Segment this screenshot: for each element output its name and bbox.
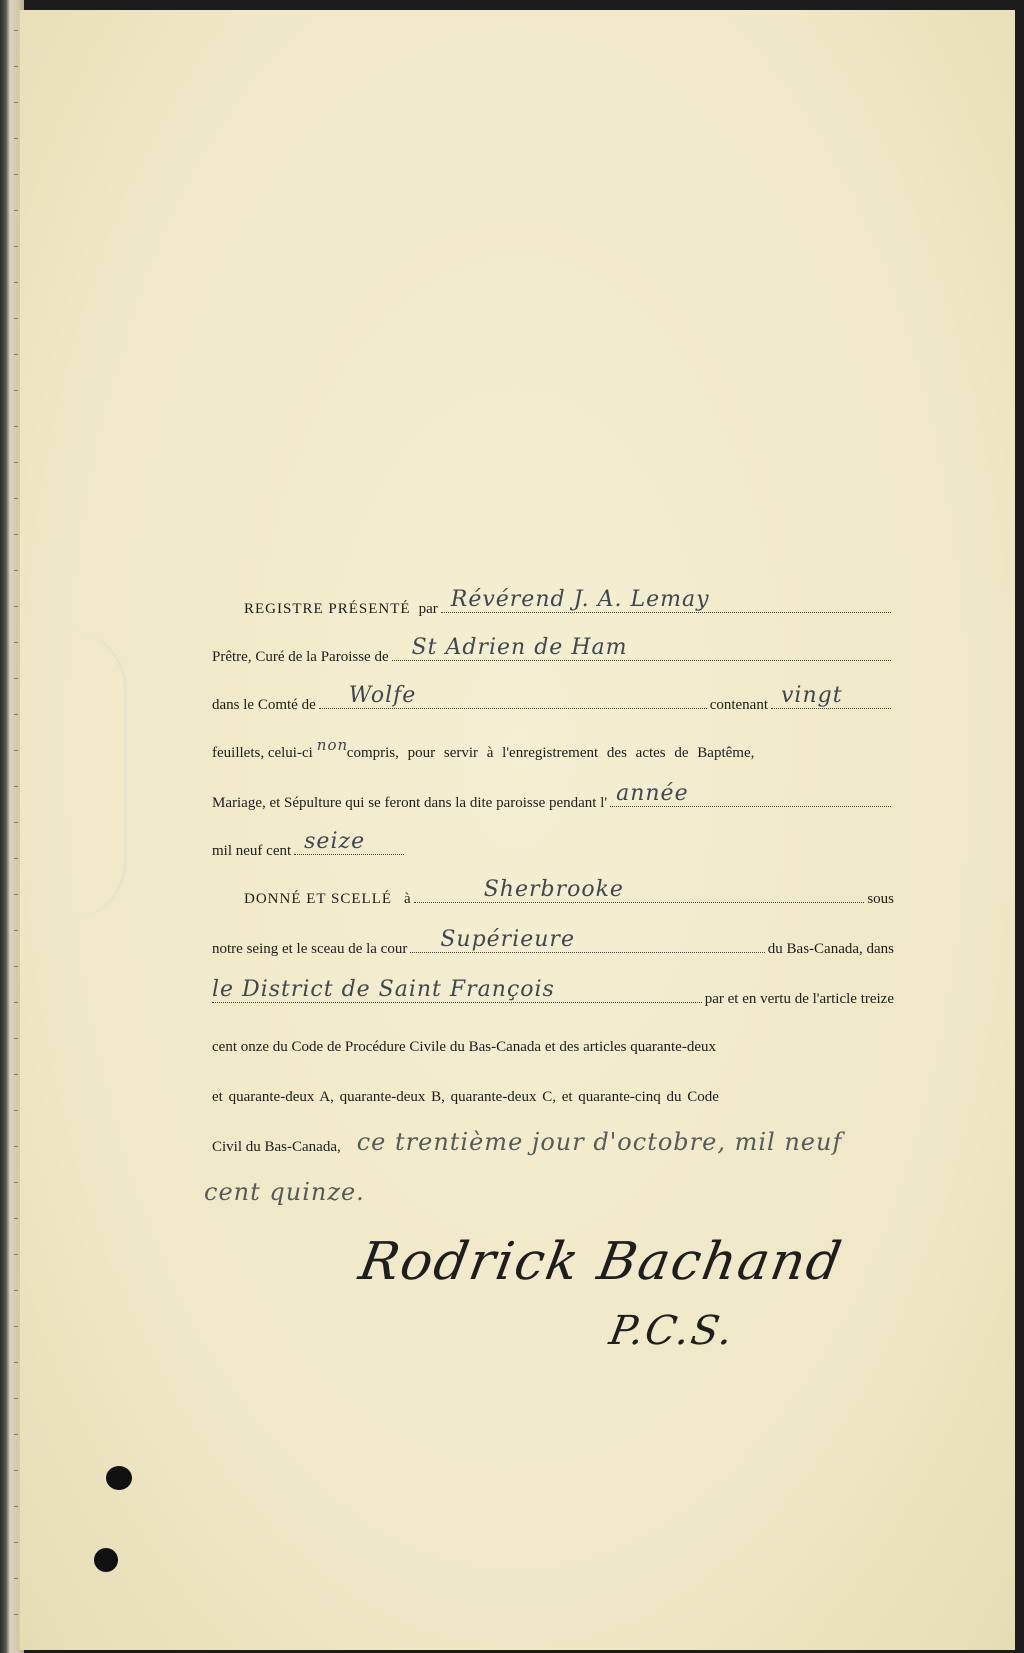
form-text: Civil du Bas-Canada,: [212, 1139, 341, 1155]
fill-line: [392, 635, 891, 661]
handwritten-value: Supérieure: [440, 927, 575, 952]
fill-line: [319, 683, 707, 709]
handwritten-value: Révérend J. A. Lemay: [450, 587, 710, 612]
handwritten-value: St Adrien de Ham: [411, 635, 628, 660]
handwritten-value: non: [316, 736, 349, 754]
form-text: et quarante-deux A, quarante-deux B, quarante-deux C, et quarante-cinq du Code: [212, 1089, 719, 1105]
form-text: notre seing et le sceau de la cour: [212, 941, 408, 957]
form-line-4: [212, 738, 894, 762]
handwritten-value: Sherbrooke: [483, 877, 624, 902]
form-line-5: [212, 781, 894, 812]
fill-line: [294, 829, 404, 855]
form-line-6: [212, 829, 894, 860]
form-line-7: [212, 877, 894, 908]
form-text: par et en vertu de l'article treize: [704, 991, 894, 1007]
fill-line: [212, 977, 702, 1003]
form-label: sous: [867, 891, 894, 907]
binding-string: [34, 630, 127, 920]
form-line-2: [212, 635, 894, 666]
handwritten-value: seize: [304, 829, 366, 854]
form-line-12: [212, 1128, 894, 1156]
form-line-10: [212, 1032, 894, 1056]
form-label: dans le Comté de: [212, 697, 316, 713]
handwritten-value: cent quinze.: [204, 1178, 365, 1206]
form-line-13: [204, 1178, 894, 1206]
form-label: contenant: [709, 697, 768, 713]
form-text: mil neuf cent: [212, 843, 292, 859]
handwritten-value: année: [616, 781, 689, 806]
signature-title: P.C.S.: [605, 1308, 739, 1354]
form-line-8: [212, 927, 894, 958]
form-label: REGISTRE PRÉSENTÉ: [244, 601, 411, 617]
fill-line: [610, 781, 891, 807]
form-line-3: [212, 683, 894, 714]
fill-line: [410, 927, 764, 953]
form-label: DONNÉ ET SCELLÉ: [244, 891, 393, 907]
punch-hole: [94, 1548, 118, 1572]
register-page: [18, 10, 1015, 1650]
form-text: Mariage, et Sépulture qui se feront dans la dite paroisse pendant l': [212, 795, 608, 811]
form-line-1: [212, 587, 894, 618]
punch-hole: [106, 1466, 132, 1490]
fill-line: [414, 877, 865, 903]
form-label: à: [404, 891, 411, 907]
signature-name: Rodrick Bachand: [354, 1232, 848, 1292]
form-text: feuillets, celui-ci: [212, 745, 313, 761]
handwritten-value: Wolfe: [348, 683, 417, 708]
form-line-11: [212, 1082, 894, 1106]
fill-line: [771, 683, 891, 709]
form-text: du Bas-Canada, dans: [767, 941, 894, 957]
handwritten-value: le District de Saint François: [212, 977, 555, 1002]
form-line-9: [212, 977, 894, 1008]
form-text: compris, pour servir à l'enregistrement des actes de Baptême,: [346, 745, 755, 761]
form-label: Prêtre, Curé de la Paroisse de: [212, 649, 389, 665]
fill-line: [441, 587, 891, 613]
handwritten-value: vingt: [781, 683, 843, 708]
form-label: par: [418, 601, 438, 617]
handwritten-value: ce trentième jour d'octobre, mil neuf: [356, 1128, 843, 1156]
form-text: cent onze du Code de Procédure Civile du Bas-Canada et des articles quarante-deux: [212, 1039, 716, 1055]
